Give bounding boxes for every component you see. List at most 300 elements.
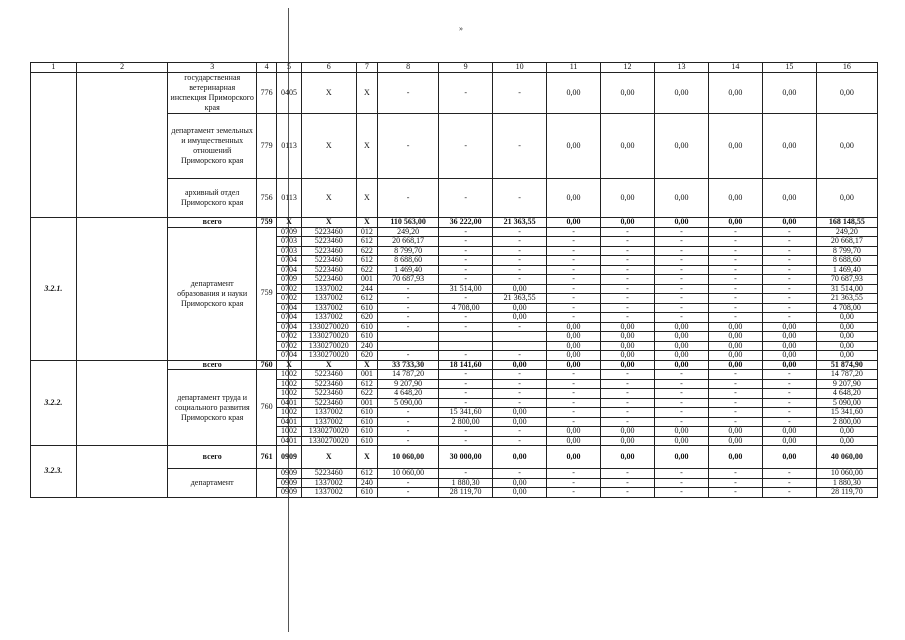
- amount-col-14: -: [708, 246, 762, 256]
- amount-col-14: -: [708, 379, 762, 389]
- amount-col-9: -: [439, 114, 493, 179]
- section-number: 3.2.3.: [31, 446, 77, 498]
- amount-col-10: 0,00: [493, 284, 547, 294]
- amount-col-11: -: [547, 488, 601, 498]
- amount-col-10: -: [493, 436, 547, 446]
- amount-col-8: 20 668,17: [378, 237, 439, 247]
- section-code: 0704: [277, 322, 301, 332]
- expense-type: 612: [356, 294, 377, 304]
- amount-col-14: 0,00: [708, 436, 762, 446]
- total-col-14: 0,00: [708, 218, 762, 228]
- budget-table-body: [31, 63, 878, 498]
- budget-table: [30, 62, 878, 498]
- amount-col-16: 14 787,20: [816, 370, 877, 380]
- amount-col-14: -: [708, 469, 762, 479]
- amount-col-9: 2 800,00: [439, 417, 493, 427]
- column-number-2: 2: [76, 63, 168, 73]
- amount-col-16: 1 469,40: [816, 265, 877, 275]
- amount-col-9: -: [439, 370, 493, 380]
- table-row: [31, 73, 878, 114]
- section-code: 0704: [277, 313, 301, 323]
- target-article: 1337002: [301, 294, 356, 304]
- amount-col-14: -: [708, 284, 762, 294]
- amount-col-15: -: [762, 313, 816, 323]
- amount-col-9: -: [439, 427, 493, 437]
- target-article: X: [301, 73, 356, 114]
- total-col-9: 18 141,60: [439, 360, 493, 370]
- amount-col-12: -: [601, 284, 655, 294]
- amount-col-12: -: [601, 469, 655, 479]
- target-article: 5223460: [301, 389, 356, 399]
- amount-col-13: 0,00: [654, 73, 708, 114]
- amount-col-11: -: [547, 478, 601, 488]
- total-col-12: 0,00: [601, 218, 655, 228]
- total-col-11: 0,00: [547, 446, 601, 469]
- amount-col-11: 0,00: [547, 436, 601, 446]
- amount-col-16: 8 799,70: [816, 246, 877, 256]
- amount-col-13: -: [654, 237, 708, 247]
- amount-col-8: -: [378, 488, 439, 498]
- amount-col-8: -: [378, 294, 439, 304]
- amount-col-15: 0,00: [762, 73, 816, 114]
- amount-col-10: -: [493, 379, 547, 389]
- amount-col-14: -: [708, 227, 762, 237]
- amount-col-16: 9 207,90: [816, 379, 877, 389]
- department-code: 759: [256, 227, 276, 360]
- amount-col-11: 0,00: [547, 332, 601, 342]
- amount-col-11: -: [547, 379, 601, 389]
- amount-col-11: -: [547, 246, 601, 256]
- amount-col-8: 1 469,40: [378, 265, 439, 275]
- section-code: 0909: [277, 488, 301, 498]
- amount-col-13: -: [654, 294, 708, 304]
- section-code: 1002: [277, 379, 301, 389]
- department-name: департамент: [168, 469, 257, 498]
- section-code: 0703: [277, 237, 301, 247]
- department-code: [256, 469, 276, 498]
- total-col-16: 51 874,90: [816, 360, 877, 370]
- section-code: 0709: [277, 227, 301, 237]
- amount-col-9: 28 119,70: [439, 488, 493, 498]
- amount-col-13: -: [654, 408, 708, 418]
- amount-col-14: -: [708, 398, 762, 408]
- amount-col-11: -: [547, 370, 601, 380]
- amount-col-16: 2 800,00: [816, 417, 877, 427]
- total-col-13: 0,00: [654, 446, 708, 469]
- expense-type: 001: [356, 275, 377, 285]
- total-col-10: 21 363,55: [493, 218, 547, 228]
- amount-col-16: 20 668,17: [816, 237, 877, 247]
- target-article: 1330270020: [301, 436, 356, 446]
- amount-col-9: 31 514,00: [439, 284, 493, 294]
- total-label: всего: [168, 360, 257, 370]
- amount-col-12: -: [601, 246, 655, 256]
- amount-col-8: -: [378, 408, 439, 418]
- expense-type: 620: [356, 313, 377, 323]
- amount-col-8: 14 787,20: [378, 370, 439, 380]
- column-number-12: 12: [601, 63, 655, 73]
- section-code: 0703: [277, 246, 301, 256]
- amount-col-9: -: [439, 265, 493, 275]
- expense-type: 001: [356, 398, 377, 408]
- amount-col-10: -: [493, 351, 547, 361]
- amount-col-12: -: [601, 408, 655, 418]
- total-row: [31, 218, 878, 228]
- expense-type: 012: [356, 227, 377, 237]
- amount-col-8: -: [378, 179, 439, 218]
- amount-col-11: -: [547, 227, 601, 237]
- amount-col-10: -: [493, 322, 547, 332]
- amount-col-8: -: [378, 478, 439, 488]
- amount-col-13: -: [654, 379, 708, 389]
- amount-col-16: 0,00: [816, 332, 877, 342]
- amount-col-11: -: [547, 284, 601, 294]
- amount-col-12: -: [601, 313, 655, 323]
- amount-col-11: 0,00: [547, 341, 601, 351]
- amount-col-13: -: [654, 275, 708, 285]
- total-col-11: 0,00: [547, 360, 601, 370]
- department-code: 779: [256, 114, 276, 179]
- section-code: 0113: [277, 114, 301, 179]
- total-col-9: 36 222,00: [439, 218, 493, 228]
- amount-col-16: 0,00: [816, 341, 877, 351]
- amount-col-16: 0,00: [816, 73, 877, 114]
- total-col-8: 33 733,30: [378, 360, 439, 370]
- column-number-15: 15: [762, 63, 816, 73]
- amount-col-11: 0,00: [547, 351, 601, 361]
- amount-col-8: -: [378, 114, 439, 179]
- column-number-1: 1: [31, 63, 77, 73]
- amount-col-9: -: [439, 351, 493, 361]
- amount-col-13: -: [654, 303, 708, 313]
- amount-col-10: 0,00: [493, 303, 547, 313]
- amount-col-13: -: [654, 227, 708, 237]
- department-code: 760: [256, 360, 276, 370]
- amount-col-11: 0,00: [547, 114, 601, 179]
- amount-col-9: [439, 332, 493, 342]
- total-col-14: 0,00: [708, 446, 762, 469]
- amount-col-16: 0,00: [816, 114, 877, 179]
- amount-col-13: -: [654, 246, 708, 256]
- total-row: [31, 446, 878, 469]
- amount-col-14: -: [708, 275, 762, 285]
- target-article: 1330270020: [301, 322, 356, 332]
- amount-col-14: 0,00: [708, 73, 762, 114]
- amount-col-11: -: [547, 265, 601, 275]
- total-col-11: 0,00: [547, 218, 601, 228]
- amount-col-11: -: [547, 398, 601, 408]
- section-code: 0909: [277, 478, 301, 488]
- department-code: 761: [256, 446, 276, 469]
- total-label: всего: [168, 446, 257, 469]
- amount-col-11: -: [547, 408, 601, 418]
- amount-col-9: -: [439, 73, 493, 114]
- amount-col-11: 0,00: [547, 179, 601, 218]
- amount-col-9: 1 880,30: [439, 478, 493, 488]
- target-article: 1337002: [301, 408, 356, 418]
- amount-col-13: 0,00: [654, 114, 708, 179]
- section-code: 1002: [277, 427, 301, 437]
- amount-col-9: [439, 341, 493, 351]
- section-code: 0704: [277, 303, 301, 313]
- department-name: департамент земельных и имущественных отношений Приморского края: [168, 114, 257, 179]
- amount-col-15: 0,00: [762, 114, 816, 179]
- amount-col-11: -: [547, 294, 601, 304]
- amount-col-16: 0,00: [816, 313, 877, 323]
- amount-col-9: -: [439, 227, 493, 237]
- amount-col-15: 0,00: [762, 332, 816, 342]
- amount-col-13: -: [654, 389, 708, 399]
- amount-col-9: -: [439, 256, 493, 266]
- amount-col-14: -: [708, 256, 762, 266]
- section-code: 1002: [277, 389, 301, 399]
- amount-col-11: -: [547, 256, 601, 266]
- amount-col-15: -: [762, 389, 816, 399]
- amount-col-10: -: [493, 370, 547, 380]
- section-code: 0113: [277, 179, 301, 218]
- amount-col-8: 8 688,60: [378, 256, 439, 266]
- amount-col-8: [378, 332, 439, 342]
- section-code: 0704: [277, 256, 301, 266]
- target-article: 5223460: [301, 256, 356, 266]
- amount-col-16: 4 708,00: [816, 303, 877, 313]
- amount-col-9: -: [439, 294, 493, 304]
- amount-col-9: -: [439, 398, 493, 408]
- target-article: 1330270020: [301, 332, 356, 342]
- amount-col-8: -: [378, 351, 439, 361]
- section-code: 0909: [277, 469, 301, 479]
- amount-col-12: -: [601, 398, 655, 408]
- amount-col-10: 0,00: [493, 313, 547, 323]
- expense-type: X: [356, 218, 377, 228]
- department-code: 776: [256, 73, 276, 114]
- total-col-10: 0,00: [493, 446, 547, 469]
- amount-col-9: 15 341,60: [439, 408, 493, 418]
- amount-col-14: -: [708, 417, 762, 427]
- amount-col-12: -: [601, 389, 655, 399]
- amount-col-10: -: [493, 398, 547, 408]
- column-number-3: 3: [168, 63, 257, 73]
- expense-type: 622: [356, 246, 377, 256]
- amount-col-13: -: [654, 478, 708, 488]
- column-number-4: 4: [256, 63, 276, 73]
- section-code: 0909: [277, 446, 301, 469]
- section-code: 0405: [277, 73, 301, 114]
- amount-col-10: -: [493, 389, 547, 399]
- amount-col-14: -: [708, 237, 762, 247]
- amount-col-9: -: [439, 179, 493, 218]
- amount-col-16: 0,00: [816, 351, 877, 361]
- amount-col-10: -: [493, 427, 547, 437]
- section-code: X: [277, 360, 301, 370]
- department-code: 759: [256, 218, 276, 228]
- amount-col-14: -: [708, 313, 762, 323]
- amount-col-8: 70 687,93: [378, 275, 439, 285]
- amount-col-12: 0,00: [601, 341, 655, 351]
- target-article: 5223460: [301, 469, 356, 479]
- amount-col-11: -: [547, 389, 601, 399]
- amount-col-8: -: [378, 427, 439, 437]
- expense-type: 610: [356, 322, 377, 332]
- department-name: департамент труда и социального развития Приморского края: [168, 370, 257, 446]
- section-number-cell: [31, 73, 77, 218]
- column-number-7: 7: [356, 63, 377, 73]
- amount-col-9: -: [439, 322, 493, 332]
- amount-col-10: -: [493, 256, 547, 266]
- department-name: государственная ветеринарная инспекция Приморского края: [168, 73, 257, 114]
- amount-col-8: 10 060,00: [378, 469, 439, 479]
- column-number-16: 16: [816, 63, 877, 73]
- amount-col-11: -: [547, 417, 601, 427]
- amount-col-12: -: [601, 256, 655, 266]
- amount-col-14: 0,00: [708, 351, 762, 361]
- amount-col-14: 0,00: [708, 322, 762, 332]
- program-cell: [76, 360, 168, 446]
- amount-col-14: 0,00: [708, 427, 762, 437]
- amount-col-12: 0,00: [601, 179, 655, 218]
- section-code: 0702: [277, 341, 301, 351]
- amount-col-13: 0,00: [654, 322, 708, 332]
- column-number-row: [31, 63, 878, 73]
- department-name: департамент образования и науки Приморского края: [168, 227, 257, 360]
- column-number-8: 8: [378, 63, 439, 73]
- amount-col-16: 31 514,00: [816, 284, 877, 294]
- amount-col-10: -: [493, 275, 547, 285]
- amount-col-15: -: [762, 417, 816, 427]
- target-article: 5223460: [301, 398, 356, 408]
- amount-col-15: -: [762, 370, 816, 380]
- amount-col-12: 0,00: [601, 322, 655, 332]
- amount-col-12: -: [601, 265, 655, 275]
- amount-col-16: 0,00: [816, 427, 877, 437]
- amount-col-12: -: [601, 275, 655, 285]
- target-article: 1330270020: [301, 351, 356, 361]
- amount-col-8: [378, 341, 439, 351]
- amount-col-8: -: [378, 417, 439, 427]
- amount-col-8: 4 648,20: [378, 389, 439, 399]
- target-article: 1337002: [301, 417, 356, 427]
- expense-type: 612: [356, 379, 377, 389]
- amount-col-8: 5 090,00: [378, 398, 439, 408]
- amount-col-16: 21 363,55: [816, 294, 877, 304]
- amount-col-15: -: [762, 478, 816, 488]
- section-code: 0401: [277, 417, 301, 427]
- amount-col-15: -: [762, 265, 816, 275]
- amount-col-14: 0,00: [708, 341, 762, 351]
- section-code: 1002: [277, 408, 301, 418]
- amount-col-16: 5 090,00: [816, 398, 877, 408]
- target-article: 1337002: [301, 303, 356, 313]
- section-code: 1002: [277, 370, 301, 380]
- amount-col-12: -: [601, 294, 655, 304]
- column-number-6: 6: [301, 63, 356, 73]
- amount-col-14: -: [708, 265, 762, 275]
- amount-col-8: 9 207,90: [378, 379, 439, 389]
- total-col-8: 10 060,00: [378, 446, 439, 469]
- column-number-14: 14: [708, 63, 762, 73]
- amount-col-13: -: [654, 469, 708, 479]
- amount-col-13: -: [654, 417, 708, 427]
- amount-col-14: 0,00: [708, 114, 762, 179]
- expense-type: 240: [356, 478, 377, 488]
- target-article: 5223460: [301, 379, 356, 389]
- amount-col-9: -: [439, 275, 493, 285]
- target-article: 5223460: [301, 246, 356, 256]
- amount-col-12: 0,00: [601, 332, 655, 342]
- amount-col-9: -: [439, 379, 493, 389]
- amount-col-16: 0,00: [816, 436, 877, 446]
- amount-col-13: 0,00: [654, 332, 708, 342]
- amount-col-11: -: [547, 237, 601, 247]
- total-col-15: 0,00: [762, 218, 816, 228]
- department-code: 756: [256, 179, 276, 218]
- expense-type: X: [356, 446, 377, 469]
- amount-col-12: -: [601, 488, 655, 498]
- column-number-9: 9: [439, 63, 493, 73]
- expense-type: 620: [356, 351, 377, 361]
- amount-col-8: -: [378, 284, 439, 294]
- amount-col-10: -: [493, 265, 547, 275]
- amount-col-16: 28 119,70: [816, 488, 877, 498]
- amount-col-9: 4 708,00: [439, 303, 493, 313]
- expense-type: 001: [356, 370, 377, 380]
- total-col-9: 30 000,00: [439, 446, 493, 469]
- amount-col-9: -: [439, 313, 493, 323]
- total-col-8: 110 563,00: [378, 218, 439, 228]
- amount-col-10: 0,00: [493, 478, 547, 488]
- amount-col-14: -: [708, 478, 762, 488]
- program-cell: [76, 73, 168, 218]
- amount-col-8: -: [378, 436, 439, 446]
- amount-col-15: -: [762, 398, 816, 408]
- expense-type: X: [356, 73, 377, 114]
- amount-col-15: -: [762, 246, 816, 256]
- amount-col-10: 0,00: [493, 488, 547, 498]
- amount-col-12: -: [601, 237, 655, 247]
- amount-col-8: -: [378, 73, 439, 114]
- amount-col-15: -: [762, 488, 816, 498]
- amount-col-15: -: [762, 469, 816, 479]
- amount-col-15: -: [762, 284, 816, 294]
- amount-col-12: 0,00: [601, 436, 655, 446]
- expense-type: 610: [356, 417, 377, 427]
- amount-col-10: -: [493, 246, 547, 256]
- amount-col-13: -: [654, 488, 708, 498]
- target-article: X: [301, 114, 356, 179]
- target-article: 5223460: [301, 370, 356, 380]
- amount-col-16: 0,00: [816, 322, 877, 332]
- expense-type: 244: [356, 284, 377, 294]
- amount-col-14: -: [708, 294, 762, 304]
- section-number: 3.2.2.: [31, 360, 77, 446]
- expense-type: 610: [356, 427, 377, 437]
- amount-col-16: 1 880,30: [816, 478, 877, 488]
- amount-col-16: 249,20: [816, 227, 877, 237]
- amount-col-9: -: [439, 237, 493, 247]
- amount-col-12: 0,00: [601, 427, 655, 437]
- amount-col-10: -: [493, 73, 547, 114]
- target-article: 5223460: [301, 227, 356, 237]
- amount-col-12: 0,00: [601, 73, 655, 114]
- amount-col-12: -: [601, 227, 655, 237]
- amount-col-12: 0,00: [601, 114, 655, 179]
- expense-type: 240: [356, 341, 377, 351]
- amount-col-10: 21 363,55: [493, 294, 547, 304]
- amount-col-15: 0,00: [762, 341, 816, 351]
- amount-col-14: -: [708, 370, 762, 380]
- amount-col-10: 0,00: [493, 417, 547, 427]
- amount-col-12: -: [601, 417, 655, 427]
